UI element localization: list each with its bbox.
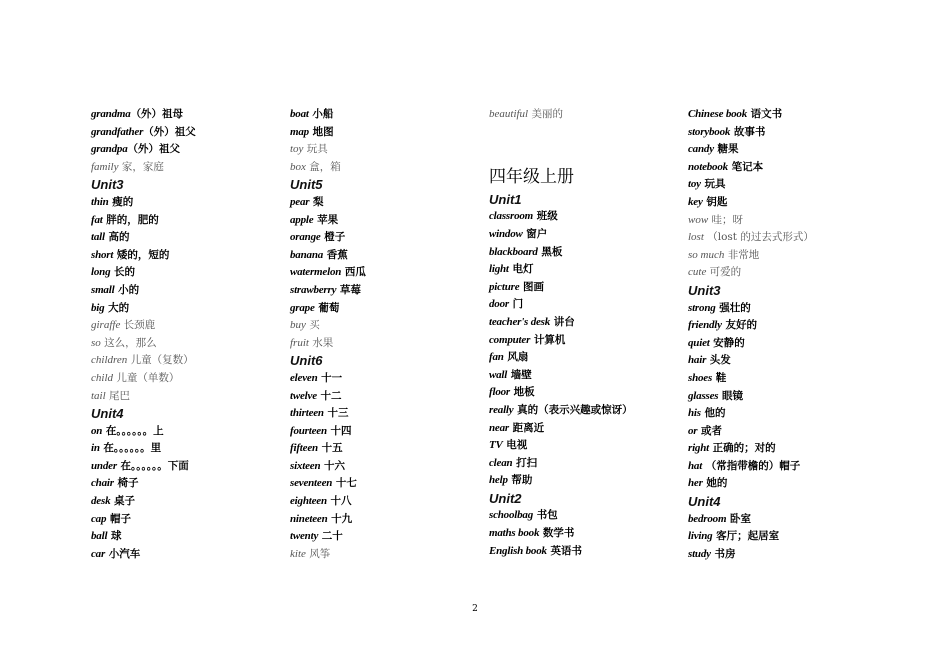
vocab-entry [91,335,286,353]
vocab-entry [688,141,883,159]
english-word: key [688,195,703,208]
english-word: box [290,160,306,173]
blank-line [489,124,684,142]
vocab-entry [489,384,684,402]
vocab-entry [688,440,883,458]
chinese-meaning: 地图 [308,125,334,138]
english-word: desk [91,495,111,508]
unit-heading: Unit5 [290,177,323,193]
vocab-entry [489,525,684,543]
english-word: grandma [91,108,131,120]
vocab-entry [688,317,883,335]
vocab-entry [688,247,883,265]
english-word: TV [489,439,503,452]
english-word: lost [688,231,704,244]
vocab-entry [489,106,684,124]
chinese-meaning: 可爱的 [706,266,742,279]
unit-heading: Unit6 [290,353,323,369]
chinese-meaning: 友好的 [721,319,757,332]
vocab-entry [91,546,286,564]
chinese-meaning: 球 [107,530,122,543]
english-word: bedroom [688,512,727,525]
chinese-meaning: 鞋 [712,371,727,384]
chinese-meaning: 十三 [323,407,349,420]
chinese-meaning: 玩具 [700,178,726,191]
chinese-meaning: 帮助 [507,474,533,487]
english-word: giraffe [91,319,121,332]
unit-heading: Unit3 [91,177,124,193]
vocab-entry [290,458,485,476]
english-word: fan [489,351,504,364]
chinese-meaning: 钥匙 [702,195,728,208]
chinese-meaning: 桌子 [110,495,136,508]
english-word: map [290,125,309,138]
vocab-entry [489,332,684,350]
chinese-meaning: 讲台 [550,315,575,328]
english-word: cute [688,266,707,279]
chinese-meaning: 风扇 [503,351,529,364]
chinese-meaning: 尾巴 [105,389,131,402]
chinese-meaning: 在。。。。。。下面 [116,459,189,472]
chinese-meaning: 长颈鹿 [120,319,156,332]
vocab-entry [688,159,883,177]
chinese-meaning: 矮的，短的 [113,248,170,261]
vocab-entry [688,264,883,282]
vocab-entry [688,176,883,194]
chinese-meaning: 梨 [309,195,324,208]
english-word: grape [290,301,315,314]
unit-heading: Unit3 [688,282,721,298]
vocab-entry [688,423,883,441]
english-word: boat [290,108,309,120]
english-word: pear [290,195,310,208]
chinese-meaning: 强壮的 [715,301,751,314]
vocab-entry [489,226,684,244]
vocab-entry [91,475,286,493]
vocab-entry [290,229,485,247]
vocab-entry [290,423,485,441]
english-word: seventeen [290,477,333,490]
chinese-meaning: （lost 的过去式形式） [703,231,814,244]
english-word: study [688,547,711,560]
vocab-entry [91,300,286,318]
chinese-meaning: 这么，那么 [100,336,157,349]
vocab-entry [688,106,883,124]
vocab-entry [91,511,286,529]
chinese-meaning: 小的 [114,283,140,296]
english-word: hat [688,459,703,472]
english-word: orange [290,231,321,244]
chinese-meaning: 故事书 [730,125,766,138]
english-word: apple [290,213,314,226]
english-word: chair [91,477,114,490]
english-word: toy [688,178,701,191]
chinese-meaning: 电视 [502,439,528,452]
chinese-meaning: 哇；呀 [708,213,744,226]
vocab-entry [290,264,485,282]
english-word: twenty [290,530,319,543]
english-word: family [91,160,119,173]
chinese-meaning: 打扫 [512,456,538,469]
section-heading: 四年级上册 [489,166,574,187]
vocab-entry [91,141,286,159]
vocab-entry [688,300,883,318]
english-word: notebook [688,160,728,173]
vocab-entry [91,423,286,441]
english-word: so [91,336,101,349]
vocab-entry [688,194,883,212]
chinese-meaning: 地板 [510,386,535,399]
vocab-entry [489,367,684,385]
chinese-meaning: 墙壁 [507,368,532,381]
vocab-entry [688,458,883,476]
english-word: tall [91,231,105,244]
vocab-entry [91,106,286,124]
chinese-meaning: 非常地 [724,248,760,261]
chinese-meaning: 高的 [104,231,130,244]
vocab-entry [91,264,286,282]
chinese-meaning: 门 [508,298,524,311]
vocab-entry [688,405,883,423]
vocab-entry [688,511,883,529]
chinese-meaning: 儿童（单数） [113,371,180,384]
english-word: or [688,424,698,437]
english-word: thirteen [290,407,324,420]
english-word: eleven [290,371,318,384]
vocab-entry [489,507,684,525]
vocab-entry [489,261,684,279]
chinese-meaning: 班级 [533,210,558,223]
vocab-column-3 [489,106,684,560]
vocab-entry [489,402,684,420]
chinese-meaning: 瘦的 [108,195,134,208]
english-word: sixteen [290,459,321,472]
chinese-meaning: 头发 [706,354,731,367]
english-word: on [91,424,103,437]
english-word: friendly [688,319,722,332]
chinese-meaning: 正确的；对的 [709,442,776,455]
chinese-meaning: 他的 [700,407,726,420]
vocab-entry [489,543,684,561]
english-word: English book [489,544,547,557]
english-word: strong [688,301,716,314]
english-word: hair [688,354,707,367]
english-word: light [489,263,509,276]
english-word: buy [290,319,306,332]
english-word: nineteen [290,512,328,525]
chinese-meaning: 电灯 [508,263,534,276]
chinese-meaning: 她的 [702,477,728,490]
english-word: thin [91,195,109,208]
english-word: grandpa [91,143,128,156]
english-word: kite [290,547,306,560]
english-word: teacher's desk [489,315,551,328]
chinese-meaning: （外）祖父 [143,125,196,138]
vocab-entry [688,335,883,353]
chinese-meaning: 十九 [327,512,353,525]
english-word: toy [290,143,304,156]
chinese-meaning: 英语书 [546,544,582,557]
vocab-entry [290,124,485,142]
chinese-meaning: 小汽车 [105,547,141,560]
chinese-meaning: 计算机 [530,333,566,346]
chinese-meaning: 书房 [710,547,736,560]
english-word: computer [489,333,531,346]
chinese-meaning: 十七 [332,477,357,490]
vocab-entry [290,212,485,230]
english-word: candy [688,143,714,156]
chinese-meaning: 香蕉 [323,248,348,261]
english-word: children [91,354,128,367]
vocab-entry [290,370,485,388]
vocab-entry [489,279,684,297]
chinese-meaning: 图画 [519,280,545,293]
chinese-meaning: 儿童（复数） [127,354,194,367]
english-word: right [688,442,710,455]
vocab-entry [91,212,286,230]
vocab-entry [489,314,684,332]
vocab-entry [290,335,485,353]
chinese-meaning: 数学书 [539,527,575,540]
english-word: small [91,283,115,296]
unit-heading: Unit4 [91,406,124,422]
chinese-meaning: 西瓜 [341,266,366,279]
chinese-meaning: 在。。。。。。里 [99,442,162,455]
english-word: really [489,403,514,416]
english-word: wow [688,213,709,226]
english-word: clean [489,456,513,469]
vocab-entry [489,349,684,367]
vocab-entry [489,244,684,262]
english-word: fifteen [290,442,318,455]
english-word: near [489,421,509,434]
chinese-meaning: （外）祖母 [130,108,184,120]
english-word: grandfather [91,125,144,138]
page-number: 2 [472,604,478,614]
vocab-entry [688,352,883,370]
vocab-entry [91,528,286,546]
vocab-entry [91,440,286,458]
english-word: window [489,227,523,240]
vocab-entry [290,194,485,212]
vocab-entry [688,370,883,388]
english-word: fruit [290,336,309,349]
chinese-meaning: 长的 [110,266,136,279]
vocab-entry [489,455,684,473]
english-word: door [489,298,509,311]
vocab-entry [489,437,684,455]
chinese-meaning: 帽子 [106,512,131,525]
english-word: beautiful [489,108,529,120]
english-word: long [91,266,111,279]
vocab-entry [489,208,684,226]
english-word: fourteen [290,424,327,437]
vocab-entry [91,159,286,177]
chinese-meaning: 十四 [326,424,352,437]
vocab-entry [290,300,485,318]
chinese-meaning: 盒，箱 [305,160,341,173]
english-word: blackboard [489,245,538,258]
vocab-entry [91,317,286,335]
english-word: living [688,530,713,543]
chinese-meaning: 十一 [317,371,343,384]
unit-heading: Unit2 [489,490,522,506]
vocab-entry [688,388,883,406]
vocab-entry [91,229,286,247]
english-word: quiet [688,336,710,349]
chinese-meaning: 距离近 [508,421,545,434]
vocab-entry [91,247,286,265]
vocab-entry [91,352,286,370]
vocab-entry [91,388,286,406]
english-word: under [91,459,117,472]
vocab-entry [290,159,485,177]
chinese-meaning: 大的 [104,301,130,314]
chinese-meaning: 黑板 [537,245,563,258]
english-word: child [91,371,113,384]
vocab-entry [290,475,485,493]
vocab-entry [290,141,485,159]
unit-heading: Unit4 [688,494,721,510]
chinese-meaning: 客厅；起居室 [712,530,780,543]
english-word: floor [489,386,511,399]
chinese-meaning: 橙子 [320,231,346,244]
chinese-meaning: 买 [305,319,320,332]
chinese-meaning: 葡萄 [314,301,340,314]
english-word: tail [91,389,106,402]
vocab-entry [688,546,883,564]
vocab-entry [489,420,684,438]
vocab-entry [91,282,286,300]
chinese-meaning: （外）祖父 [127,143,180,156]
chinese-meaning: 在。。。。。。上 [102,424,164,437]
chinese-meaning: 椅子 [113,477,139,490]
chinese-meaning: 小船 [308,108,334,120]
vocab-entry [290,247,485,265]
chinese-meaning: 安静的 [709,336,745,349]
vocab-entry [91,370,286,388]
vocab-entry [688,124,883,142]
vocab-entry [688,528,883,546]
chinese-meaning: （常指带檐的）帽子 [702,459,801,472]
vocab-entry [290,511,485,529]
chinese-meaning: 糖果 [713,143,739,156]
chinese-meaning: 笔记本 [727,160,764,173]
chinese-meaning: 卧室 [726,512,751,525]
chinese-meaning: 风筝 [305,547,331,560]
vocab-entry [91,124,286,142]
english-word: banana [290,248,324,261]
chinese-meaning: 家，家庭 [118,160,164,173]
vocab-column-1 [91,106,286,563]
english-word: maths book [489,527,540,540]
chinese-meaning: 玩具 [303,143,328,156]
chinese-meaning: 苹果 [313,213,339,226]
vocab-entry [688,212,883,230]
english-word: storybook [688,125,731,138]
chinese-meaning: 十二 [316,389,342,402]
unit-heading: Unit1 [489,191,522,207]
english-word: classroom [489,210,534,223]
chinese-meaning: 草莓 [336,283,361,296]
vocab-entry [489,296,684,314]
chinese-meaning: 真的（表示兴趣或惊讶） [513,403,633,416]
chinese-meaning: 美丽的 [528,108,563,120]
vocab-entry [91,194,286,212]
vocab-entry [91,493,286,511]
chinese-meaning: 窗户 [522,227,548,240]
vocab-entry [290,546,485,564]
english-word: so much [688,248,725,261]
chinese-meaning: 十八 [326,495,352,508]
chinese-meaning: 语文书 [747,108,783,120]
english-word: car [91,547,106,560]
english-word: picture [489,280,520,293]
english-word: Chinese book [688,108,748,120]
chinese-meaning: 二十 [318,530,343,543]
vocab-entry [290,440,485,458]
english-word: strawberry [290,283,337,296]
vocab-entry [290,493,485,511]
vocab-entry [688,229,883,247]
chinese-meaning: 十六 [320,459,346,472]
english-word: his [688,407,701,420]
english-word: glasses [688,389,719,402]
vocab-entry [290,106,485,124]
english-word: fat [91,213,103,226]
vocab-entry [489,472,684,490]
chinese-meaning: 眼镜 [718,389,744,402]
blank-line [489,141,684,159]
vocab-entry [290,282,485,300]
chinese-meaning: 书包 [533,509,558,522]
english-word: watermelon [290,266,342,279]
vocab-column-2 [290,106,485,563]
chinese-meaning: 水果 [308,336,334,349]
english-word: ball [91,530,108,543]
vocab-entry [290,388,485,406]
vocab-entry [688,475,883,493]
english-word: in [91,442,100,455]
english-word: big [91,301,105,314]
english-word: her [688,477,703,490]
english-word: wall [489,368,508,381]
chinese-meaning: 或者 [697,424,723,437]
chinese-meaning: 十五 [317,442,343,455]
vocab-entry [91,458,286,476]
english-word: cap [91,512,107,525]
english-word: twelve [290,389,317,402]
chinese-meaning: 胖的，肥的 [102,213,159,226]
english-word: short [91,248,114,261]
vocab-entry [290,405,485,423]
vocab-column-4 [688,106,883,563]
vocab-entry [290,528,485,546]
english-word: help [489,474,508,487]
english-word: eighteen [290,495,327,508]
english-word: schoolbag [489,509,534,522]
vocab-entry [290,317,485,335]
english-word: shoes [688,371,713,384]
